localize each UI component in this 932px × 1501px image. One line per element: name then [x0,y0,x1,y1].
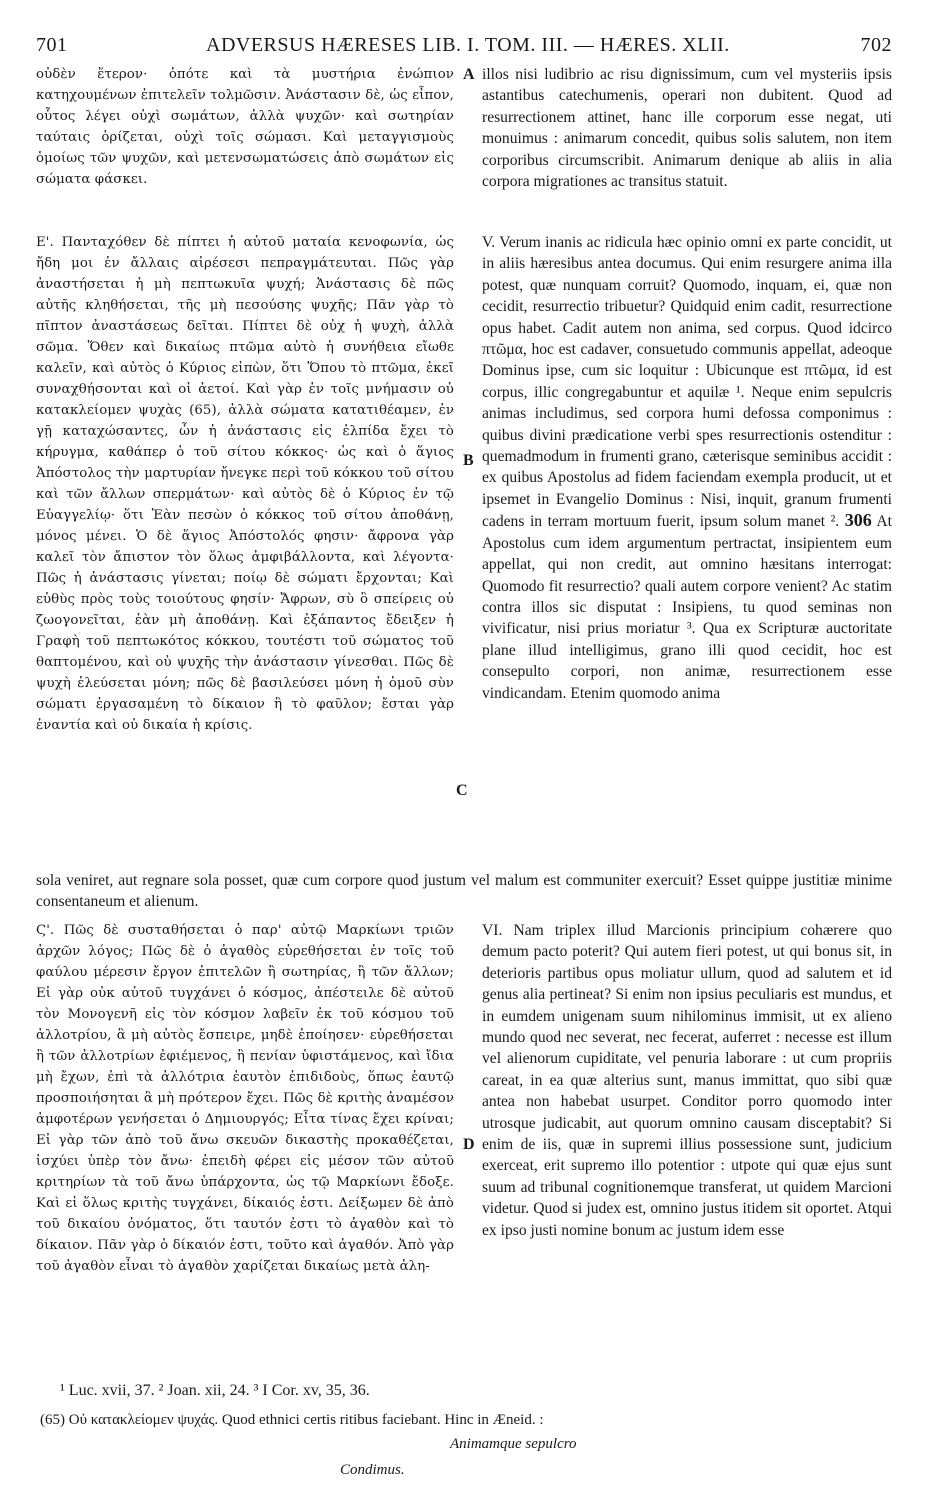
full-width-text [36,870,892,913]
latin-paragraph [482,232,892,704]
latin-paragraph: illos nisi ludibrio ac risu dignissimum, cum vel mysteriis ipsis astantibus catechumenis, operari non dubitent. Quod ad resurrectionem attinet, hanc ille corporum esse negat, uti monuimus : animarum concedit, quibus solis salutem, non item corporibus circumscribit. Animarum denique ab aliis in alia corpora migrationes ac transitus statuit. [482,66,892,191]
greek-paragraph: Ε'. Πανταχόθεν δὲ πίπτει ἡ αὐτοῦ ματαία κενοφωνία, ὡς ἤδη μοι ἐν ἄλλαις αἱρέσεσι πεπραγμάτευται. Πῶς γὰρ ἀναστήσεται ἡ μὴ πεπτωκυῖα ψυχή; Ἀνάστασις δὲ πῶς αὐτῆς κληθήσεται, τῆς μὴ πεσούσης ψυχῆς; Πᾶν γὰρ τὸ πῖπτον ἀναστάσεως δεῖται. Πίπτει δὲ οὐχ ἡ ψυχὴ, ἀλλὰ σῶμα. Ὅθεν καὶ δικαίως πτῶμα αὐτὸ ἡ συνήθεια εἴωθε καλεῖν, καὶ αὐτὸς ὁ Κύριος εἰπὼν, ὅτι Ὅπου τὸ πτῶμα, ἐκεῖ συναχθήσονται καὶ οἱ ἀετοί. Καὶ γὰρ ἐν τοῖς μνήμασιν οὐ κατακλείομεν ψυχὰς (65), ἀλλὰ σώματα κατατιθέαμεν, ἐν γῇ καταχώσαντες, ὧν ἡ ἀνάστασις εἰς ἐλπίδα ἔχει τὸ κήρυγμα, καθάπερ ὁ τοῦ σίτου κόκκος· ὡς καὶ ὁ ἅγιος Ἀπόστολος τὴν μαρτυρίαν ἤνεγκε περὶ τοῦ κόκκου τοῦ σίτου καὶ τῶν ἄλλων σπερμάτων· καὶ αὐτὸς δὲ ὁ Κύριος ἐν τῷ Εὐαγγελίῳ· ὅτι Ἐὰν πεσὼν ὁ κόκκος τοῦ σίτου ἀποθάνῃ, μόνος μένει. Ὁ δὲ ἅγιος Ἀπόστολός φησιν· ἄφρονα γὰρ καλεῖ τὸν ἄπιστον τὸν ὅλως ἀμφιβάλλοντα, καὶ λέγοντα· Πῶς ἡ ἀνάστασις γίνεται; ποίῳ δὲ σώματι ἔρχονται; Καὶ εὐθὺς πρὸς τοὺς τοιούτους φησίν· Ἄφρων, σὺ ὃ σπείρεις οὐ ζωογονεῖται, ἐὰν μὴ ἀποθάνῃ. Καὶ ἐξάπαντος ἔδειξεν ἡ Γραφὴ τοῦ πεπτωκότος κόκκου, τουτέστι τοῦ σώματος τοῦ θαπτομένου, καὶ οὐ ψυχῆς τὴν ἀνάστασιν γίνεσθαι. Πῶς δὲ ψυχὴ ἐλεύσεται μόνη; πῶς δὲ βασιλεύσει μόνη ἡ ὁμοῦ σὺν σώματι ἐργασαμένη τὸ δίκαιον ἢ τὸ φαῦλον; ἔσται γὰρ ἐναντία καὶ οὐ δικαία ἡ κρίσις. [36,235,454,733]
margin-letter-a: A [463,66,475,83]
latin-column-section-1 [482,64,892,192]
footnote-quote-line-2: Condimus. [340,1462,405,1478]
scripture-footnotes: ¹ Luc. xvii, 37. ² Joan. xii, 24. ³ I Cor. xv, 35, 36. [60,1382,370,1399]
greek-paragraph: Ϛ'. Πῶς δὲ συσταθήσεται ὁ παρ' αὐτῷ Μαρκίωνι τριῶν ἀρχῶν λόγος; Πῶς δὲ ὁ ἀγαθὸς εὑρεθήσεται ἐν τοῖς τοῦ φαύλου μέρεσιν ἔργον ἐπιτελῶν ἢ σωτηρίας, ἢ τῶν ἄλλων; Εἰ γὰρ οὐκ αὐτοῦ τυγχάνει ὁ κόσμος, ἀπέστειλε δὲ αὐτοῦ τὸν Μονογενῆ εἰς τὸν κόσμον λαβεῖν ἐκ τοῦ κόσμου τοῦ ἀλλοτρίου, ἃ μὴ αὐτὸς ἔσπειρε, μηδὲ ἐποίησεν· εὑρεθήσεται ἢ τῶν ἀλλοτρίων ἐφιέμενος, ἢ πενίαν ὑφιστάμενος, καὶ ἴδια μὴ ἔχων, ἐπὶ τὰ ἀλλότρια ἑαυτὸν ἐπιδιδοὺς, ὅπως ἑαυτῷ προσποιήσηται ἃ μὴ πρότερον ἔχει. Πῶς δὲ κριτὴς ἀναμέσον ἀμφοτέρων γενήσεται ὁ Δημιουργός; Εἶτα τίνας ἔχει κρίναι; Εἰ γὰρ τῶν ἀπὸ τοῦ ἄνω σκευῶν δικαστὴς προκαθέζεται, ἰσχύει ὑπὲρ τὸν ἄνω· ἐπειδὴ φέρει εἰς μέσον τῶν αὐτοῦ κριτηρίων τὰ τοῦ ἄνω ὑπάρχοντα, ὡς τῷ Μαρκίωνι ἔδοξε. Καὶ εἰ ὅλως κριτὴς τυγχάνει, δίκαιός ἐστι. Δείξωμεν δὲ ἀπὸ τοῦ δικαίου ὀνόματος, ὅτι ταυτόν ἐστι τὸ ἀγαθὸν καὶ τὸ δίκαιον. Πᾶν γὰρ ὁ δίκαιόν ἐστι, τοῦτο καὶ ἀγαθόν. Ἀπὸ γὰρ τοῦ ἀγαθὸν εἶναι τὸ ἀγαθὸν χαρίζεται δικαίως μετὰ ἀλη- [36,923,454,1274]
running-title: ADVERSUS HÆRESES LIB. I. TOM. III. — HÆRES. XLII. [206,34,730,56]
greek-paragraph: οὐδὲν ἕτερον· ὁπότε καὶ τὰ μυστήρια ἐνώπιον κατηχουμένων ἐπιτελεῖν τολμῶσιν. Ἀνάστασιν δὲ, ὡς εἶπον, οὗτος λέγει οὐχὶ σωμάτων, ἀλλὰ ψυχῶν· καὶ σωτηρίαν ταύταις ὁρίζεται, οὐχὶ τοῖς σώμασι. Καὶ μεταγγισμοὺς ὁμοίως τῶν ψυχῶν, καὶ μετενσωματώσεις ἀπὸ σωμάτων εἰς σώματα φάσκει. [36,67,454,187]
page-number-right: 702 [860,34,892,56]
latin-column-section-3 [482,920,892,1241]
margin-letter-b: B [463,452,474,469]
page-number-left: 701 [36,34,68,56]
greek-column-section-2 [36,232,454,736]
page-reference-number: 306 [844,510,872,531]
page-header [36,34,892,60]
greek-column-section-3 [36,920,454,1277]
latin-paragraph: VI. Nam triplex illud Marcionis principium cohærere quo demum pacto poterit? Qui autem fieri potest, ut qui bonus sit, in deterioris partibus opus moliatur ullum, quod ad salutem et id genus alia pertineat? Si enim non ipsius peculiaris est mundus, et in eumdem unigenam suum nihilominus immisit, ut ex alieno mundo quod nec severat, nec fecerat, auferret : necesse est illum vel alienorum cupiditate, vel penuria laborare : ut cum propriis careat, in ea quæ alterius sunt, manus immittat, quo sibi quæ antea non habebat usurpet. Conditor porro quomodo inter utrosque judicabit, aut quorum omnino causam disceptabit? Si enim de iis, quæ in supremi illius possessione sunt, judicium exerceat, erit supremo illo potentior : utpote qui quæ ejus sunt suum ad tribunal cognitionemque transferat, ut quidem Marcioni videtur. Quod si judex est, omnino justus itidem sit oportet. Atqui ex ipso justi nomine bonum ac justum idem esse [482,922,892,1239]
margin-letter-c: C [456,782,468,799]
greek-column-section-1 [36,64,454,190]
editorial-footnote: (65) Οὐ κατακλείομεν ψυχάς. Quod ethnici certis ritibus faciebant. Hinc in Æneid. : [40,1412,544,1428]
latin-text: V. Verum inanis ac ridicula hæc opinio omni ex parte concidit, ut in aliis hæresibus antea documus. Qui enim resurgere anima illa potest, quæ nunquam corruit? Quomodo, inquam, ei, quæ non cecidit, resurrectio tribuetur? Quidquid enim cadit, resurrectione opus habet. Cadit autem non anima, sed corpus. Quod idcirco πτῶμα, hoc est cadaver, consuetudo communis appellat, adeoque Dominus ipse, cum sic loquitur : Ubicunque est πτῶμα, id est corpus, illic congregabuntur et aquilæ ¹. Neque enim sepulcris animas includimus, sed corpora humi defossa componimus : quibus divini prædicatione verbi spes resurrectionis ostenditur : quemadmodum in frumenti grano, cæterisque seminibus accidit : ex quibus Apostolus ad fidem faciendam exempla producit, ut et ipsemet in Evangelio Dominus : Nisi, inquit, granum frumenti cadens in terram mortuum fuerit, ipsum solum manet ². [482,234,892,531]
margin-letter-d: D [463,1136,475,1153]
latin-column-section-2 [482,232,892,704]
latin-text: At Apostolus cum idem argumentum pertractat, insipientem eum appellat, qui non credit, aut omnino hæsitans interrogat: Quomodo fit resurrectio? quali autem corpore venient? Ac statim contra illos sic disputat : Insipiens, tu quod seminas non vivificatur, nisi prius moriatur ³. Qua ex Scripturæ auctoritate plane illud intelligimus, grano illi quod cecidit, hoc est consepulto corpori, non animæ, resurrectionem esse vindicandam. Etenim quomodo anima [482,513,892,702]
bridge-paragraph: sola veniret, aut regnare sola posset, quæ cum corpore quod justum vel malum est communiter exercuit? Esset quippe justitiæ minime consentaneum et alienum. [36,872,892,911]
footnote-quote-line-1: Animamque sepulcro [450,1436,577,1452]
